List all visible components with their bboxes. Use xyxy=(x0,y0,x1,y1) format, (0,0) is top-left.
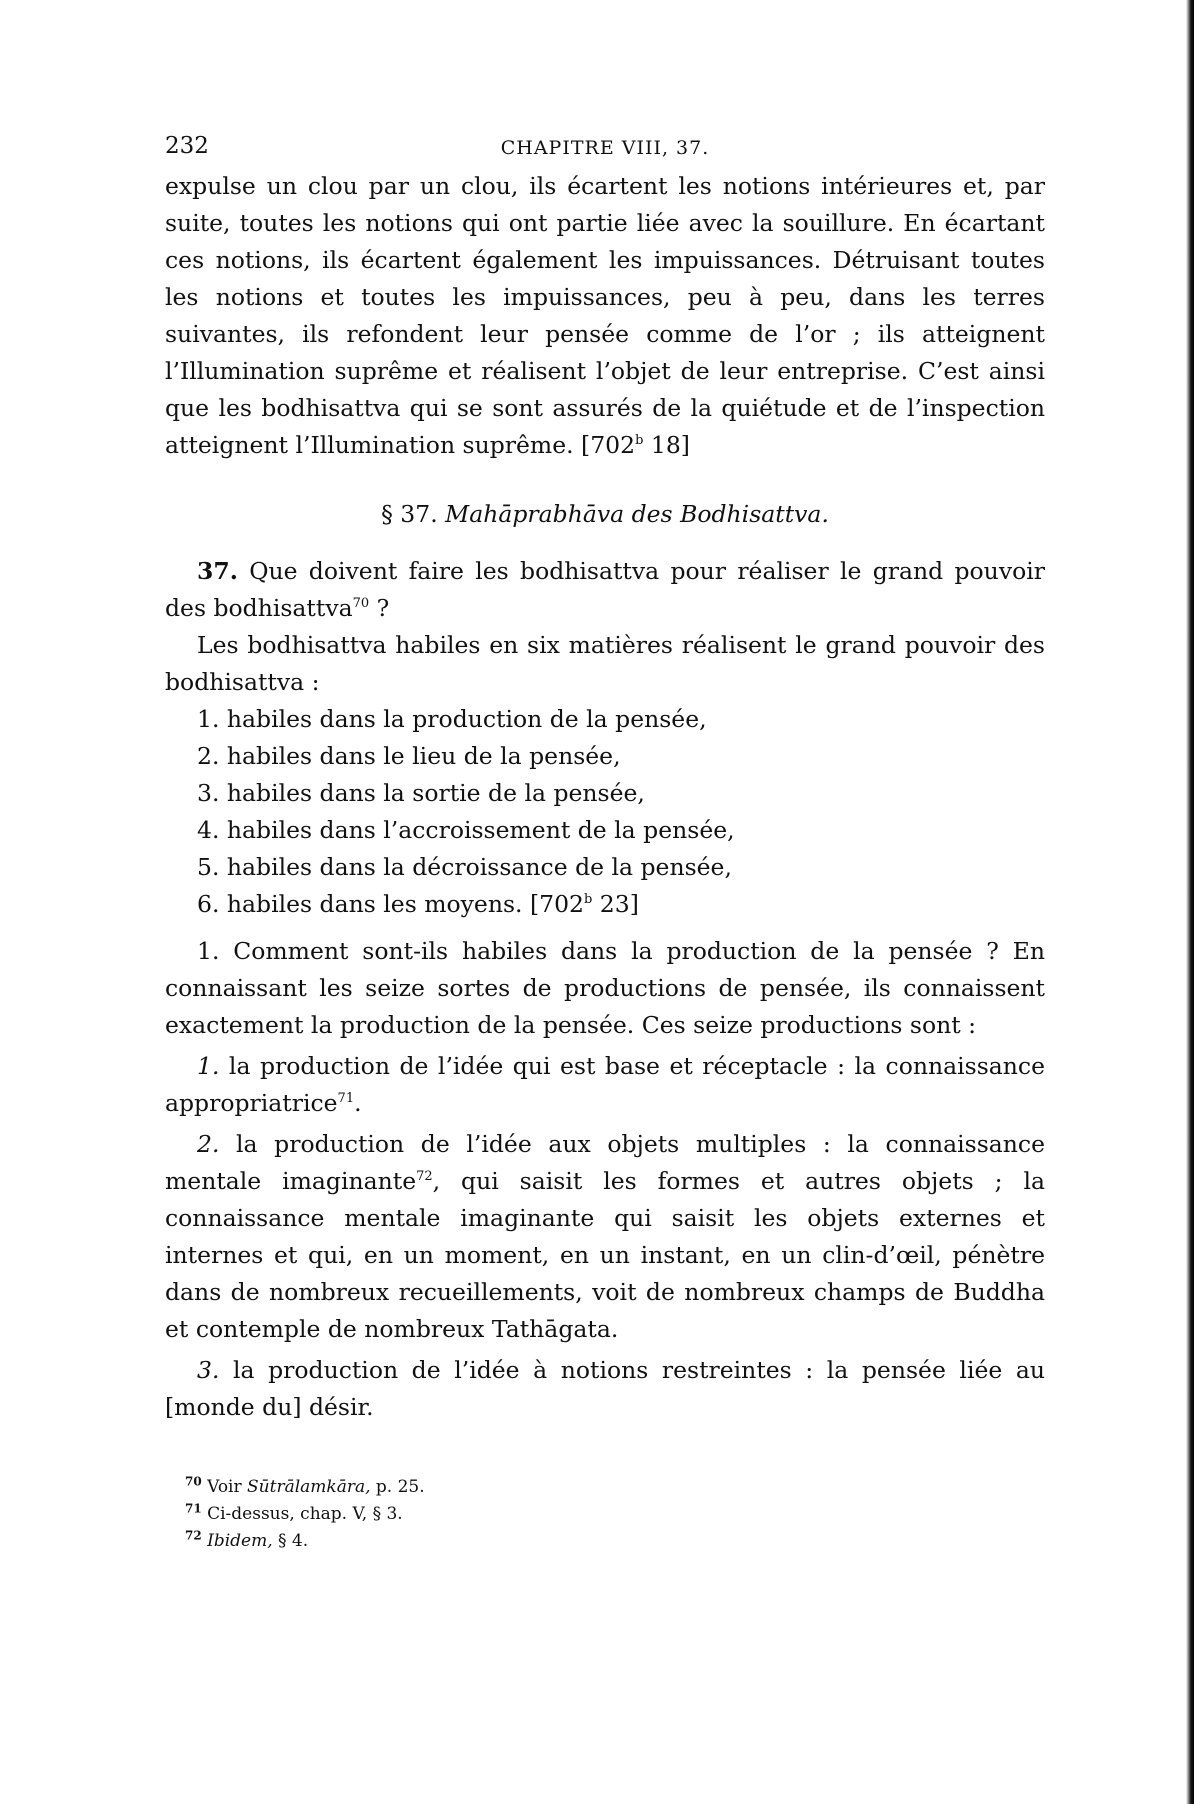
footnote-text: § 4. xyxy=(272,1531,309,1551)
list-item xyxy=(197,886,1045,923)
item-text: la production de l’idée à notions restreintes : la pensée liée au [monde du] désir. xyxy=(165,1356,1045,1421)
footnote-ref-71: 71 xyxy=(337,1091,355,1107)
paragraph-text: expulse un clou par un clou, ils écartent les notions intérieures et, par suite, toutes les notions qui ont partie liée avec la souillure. En écartant ces notions, ils écartent également les impuissances. Détruisant toutes les notions et toutes les impuissances, peu à peu, dans les terres suivantes, ils refondent leur pensée comme de l’or ; ils atteignent l’Illumination suprême et réalisent l’objet de leur entreprise. C’est ainsi que les bodhisattva qui se sont assurés de la quiétude et de l’inspection atteignent l’Illumination suprême. [702 xyxy=(165,172,1045,459)
item-end: . xyxy=(354,1089,362,1117)
list-item: 1. habiles dans la production de la pensée, xyxy=(197,705,707,733)
reference-superscript: b xyxy=(584,892,593,908)
item-number: 3. xyxy=(197,1356,220,1384)
item-number: 1. xyxy=(197,1052,220,1080)
reference-end: 18] xyxy=(643,431,690,459)
item-text: la production de l’idée aux objets multiples : la connaissance mentale imaginante xyxy=(165,1130,1045,1195)
footnote-italic: Ibidem, xyxy=(207,1531,273,1551)
list-item: 3. habiles dans la sortie de la pensée, xyxy=(197,779,645,807)
paragraph-continuation xyxy=(165,168,1045,464)
list-item-text: 6. habiles dans les moyens. [702 xyxy=(197,890,584,918)
production-item-2 xyxy=(165,1126,1045,1348)
list-item: 2. habiles dans le lieu de la pensée, xyxy=(197,742,621,770)
intro-paragraph: Les bodhisattva habiles en six matières réalisent le grand pouvoir des bodhisattva : xyxy=(165,631,1045,696)
footnote-mark: 71 xyxy=(185,1501,202,1516)
section-heading xyxy=(165,496,1045,533)
item-text: la production de l’idée qui est base et réceptacle : la connaissance appropriatrice xyxy=(165,1052,1045,1117)
item-number: 2. xyxy=(197,1130,220,1158)
footnote-72 xyxy=(185,1528,1045,1555)
list-item: 5. habiles dans la décroissance de la pensée, xyxy=(197,853,732,881)
page-number: 232 xyxy=(165,133,209,159)
reference-superscript: b xyxy=(635,433,644,449)
book-page xyxy=(165,128,1045,1555)
footnote-ref-70: 70 xyxy=(352,596,370,612)
footnote-ref-72: 72 xyxy=(416,1169,433,1185)
six-matters-list xyxy=(165,701,1045,923)
running-head: CHAPITRE VIII, 37. xyxy=(500,137,710,159)
reference-end: 23] xyxy=(592,890,639,918)
page-header xyxy=(165,128,1045,168)
page-edge-shadow xyxy=(1186,0,1194,1804)
footnote-71 xyxy=(185,1501,1045,1528)
item-end: , qui saisit les formes et autres objets ; la connaissance mentale imaginante qui saisit les objets externes et internes et qui, en un moment, en un instant, en un clin-d’œil, pénètre dans de nombreux recueillements, voit de nombreux champs de Buddha et contemple de nombreux Tathāgata. xyxy=(165,1167,1045,1343)
question-end: ? xyxy=(369,594,390,622)
footnote-text: Ci-dessus, chap. V, § 3. xyxy=(201,1504,403,1524)
footnotes xyxy=(165,1474,1045,1555)
production-item-1 xyxy=(165,1048,1045,1122)
question-text: Que doivent faire les bodhisattva pour réaliser le grand pouvoir des bodhisattva xyxy=(165,557,1045,622)
footnote-70 xyxy=(185,1474,1045,1501)
footnote-text: p. 25. xyxy=(370,1477,425,1497)
section-title: Mahāprabhāva des Bodhisattva. xyxy=(445,500,829,528)
footnote-italic: Sūtrālamkāra, xyxy=(247,1477,371,1497)
question-37 xyxy=(165,553,1045,627)
footnote-text: Voir xyxy=(201,1477,248,1497)
production-item-3 xyxy=(165,1352,1045,1426)
question-number: 37. xyxy=(197,557,238,585)
footnote-mark: 70 xyxy=(185,1474,202,1489)
paragraph-productions: 1. Comment sont-ils habiles dans la production de la pensée ? En connaissant les seize sortes de productions de pensée, ils connaissent exactement la production de la pensée. Ces seize productions sont : xyxy=(165,937,1045,1039)
list-item: 4. habiles dans l’accroissement de la pensée, xyxy=(197,816,735,844)
footnote-mark: 72 xyxy=(185,1528,202,1543)
section-number: § 37. xyxy=(381,500,446,528)
